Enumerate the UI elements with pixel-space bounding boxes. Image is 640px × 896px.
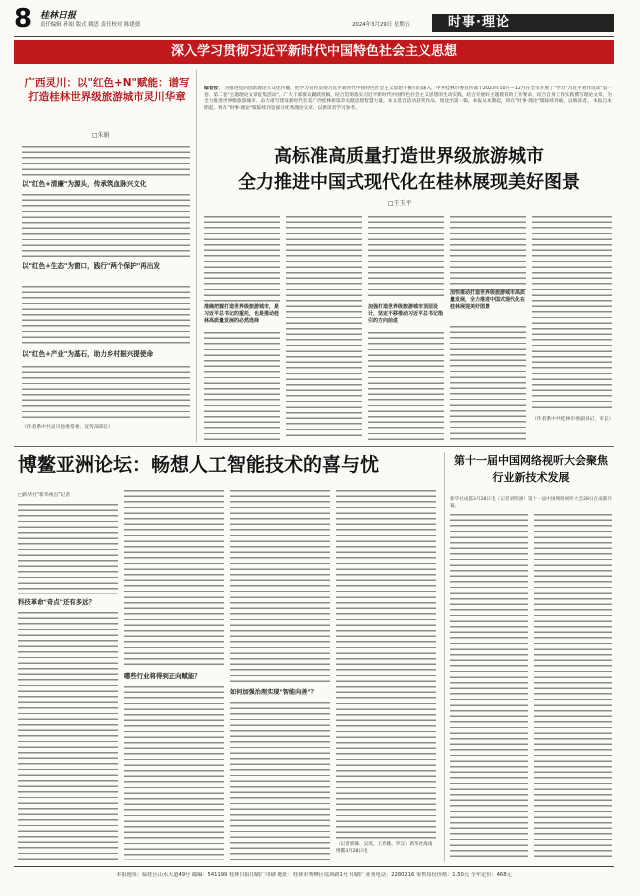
main-article-col-3 bbox=[368, 214, 444, 300]
footer-info: 本报地址：临桂区山水大道49号 邮编：541199 桂林日报印刷厂印刷 地址：桂林市秀峰区瑶坝路1号 印刷厂业务电话：2280216 零售每份价格：1.50元 全年定价：468元 bbox=[116, 872, 512, 878]
footer-rule bbox=[14, 866, 614, 867]
column-divider bbox=[196, 70, 197, 442]
section-divider bbox=[14, 446, 614, 447]
bottom-article-subhead-2: 哪些行业将得到正向赋能？ bbox=[124, 672, 201, 680]
staff-line: 责任编辑 孙娟 版式 姚思 责任校对 陈建德 bbox=[40, 22, 141, 28]
right-article-col-2 bbox=[534, 512, 612, 860]
left-article-subhead-1: 以"红色+清廉"为源头，传承筑血脉兴文化 bbox=[22, 180, 147, 188]
issue-date: 2024年3月29日 星期五 bbox=[352, 22, 411, 28]
main-article-col-4b bbox=[450, 324, 526, 440]
left-article-body-2 bbox=[22, 192, 190, 258]
paper-name: 桂林日报 bbox=[40, 11, 77, 21]
bottom-article-col-1b bbox=[18, 610, 118, 860]
banner-title: 深入学习贯彻习近平新时代中国特色社会主义思想 bbox=[170, 44, 457, 59]
left-article-headline: 广西灵川：以"红色+N"赋能：谱写打造桂林世界级旅游城市灵川华章 bbox=[24, 77, 190, 103]
editor-note-label: 编者按： bbox=[204, 86, 223, 91]
editor-note-text: 为推进党的创新理论大众化传播，把学习宣传贯彻习近平新时代中国特色社会主义思想不断引向深入，中共桂林市委宣传部于2023年10月—12月在全市开展了"学习"习近平著作选读"第一卷、第二卷"主题理论文章征集活动"。广大干部群众踊跃投稿，结合贯彻落实习近平新时代中国特色社会主义思想的生动实践，结合开展好主题教育的工作要求，结合自身工作实践撰写理论文章，为全力推进世界级旅游城市、奋力谱写建设新时代壮美广西桂林新篇章贡献思想智慧力量。本文选自活动获奖作品，现登出第一辑，本报从本期起，将在"时事·理论"版陆续刊载，以飨读者。 bbox=[204, 86, 612, 105]
bottom-article-col-3 bbox=[230, 488, 330, 684]
masthead-rule bbox=[14, 36, 614, 37]
bottom-article-col-2b bbox=[124, 684, 224, 860]
bottom-article-footer: （记者郭静、吴茂、王乔嬿、罗汉）新华社海南博鳌3月28日电 bbox=[336, 842, 433, 854]
editor-note bbox=[204, 86, 612, 128]
main-article-headline-2: 全力推进中国式现代化在桂林展现美好图景 bbox=[238, 172, 580, 193]
bottom-article-col-3b bbox=[230, 700, 330, 860]
main-article-footer: （作者系中共桂林市委副书记、市长） bbox=[532, 417, 614, 422]
main-article-col-1 bbox=[204, 214, 280, 302]
editor-note-intro: 本报自本期起，将在"时事·理论"版陆续刊登部分优秀理论文章，以供读者学习参考。 bbox=[204, 99, 612, 111]
left-article-subhead-3: 以"红色+产业"为基石，助力乡村振兴提使命 bbox=[22, 350, 154, 358]
main-article-author: □王玉平 bbox=[388, 200, 412, 207]
main-article-section-1: 准确把握打造世界级旅游城市，是习近平总书记的重托，也是推动桂林高质量发展的必然选择 bbox=[204, 304, 280, 324]
bottom-column-divider bbox=[444, 452, 445, 862]
right-article-dateline: 新华社成都3月28日电（记者刘明涵）第十一届中国网络视听大会28日在成都开幕。 bbox=[450, 497, 612, 510]
main-article-col-3b bbox=[368, 330, 444, 440]
main-article-col-1b bbox=[204, 330, 280, 440]
bottom-article-col-1 bbox=[18, 502, 118, 594]
left-article-body-1 bbox=[22, 144, 190, 176]
left-article-body-3 bbox=[22, 284, 190, 346]
bottom-article-col-4 bbox=[336, 488, 436, 840]
left-article-footer: （作者系中共灵川县委常委、宣传部部长） bbox=[22, 425, 114, 430]
main-article-col-5 bbox=[532, 214, 612, 412]
bottom-article-col-2 bbox=[124, 488, 224, 668]
main-article-section-2: 加强打造世界级旅游城市顶层设计，坚定不移推动习近平总书记指引的方向前进 bbox=[368, 304, 444, 324]
main-article-col-4 bbox=[450, 214, 526, 300]
left-article-body-4 bbox=[22, 364, 190, 422]
right-article-headline: 第十一届中国网络视听大会聚焦行业新技术发展 bbox=[454, 454, 608, 484]
masthead bbox=[0, 0, 640, 44]
left-article-subhead-2: 以"红色+生态"为窗口，践行"两个保护"再出发 bbox=[22, 262, 160, 270]
bottom-article-subhead-3: 如何加强治理实现"智能向善"？ bbox=[230, 689, 317, 696]
main-article-section-3: 加快推动打造世界级旅游城市高质量发展，全力推进中国式现代化在桂林展现美好图景 bbox=[450, 290, 528, 311]
bottom-article-subhead-1: 科技革命"奇点"还有多远？ bbox=[18, 598, 95, 606]
left-article-author: □朱娟 bbox=[92, 132, 110, 139]
main-article-col-2 bbox=[286, 214, 362, 440]
right-article-col-1 bbox=[450, 512, 528, 860]
section-title: 时事·理论 bbox=[448, 15, 510, 30]
bottom-article-headline: 博鳌亚洲论坛：畅想人工智能技术的喜与忧 bbox=[18, 454, 380, 476]
page-number: 8 bbox=[14, 4, 33, 34]
bottom-article-byline: □新华社"新华视点"记者 bbox=[18, 493, 71, 498]
main-article-headline-1: 高标准高质量打造世界级旅游城市 bbox=[274, 146, 544, 167]
